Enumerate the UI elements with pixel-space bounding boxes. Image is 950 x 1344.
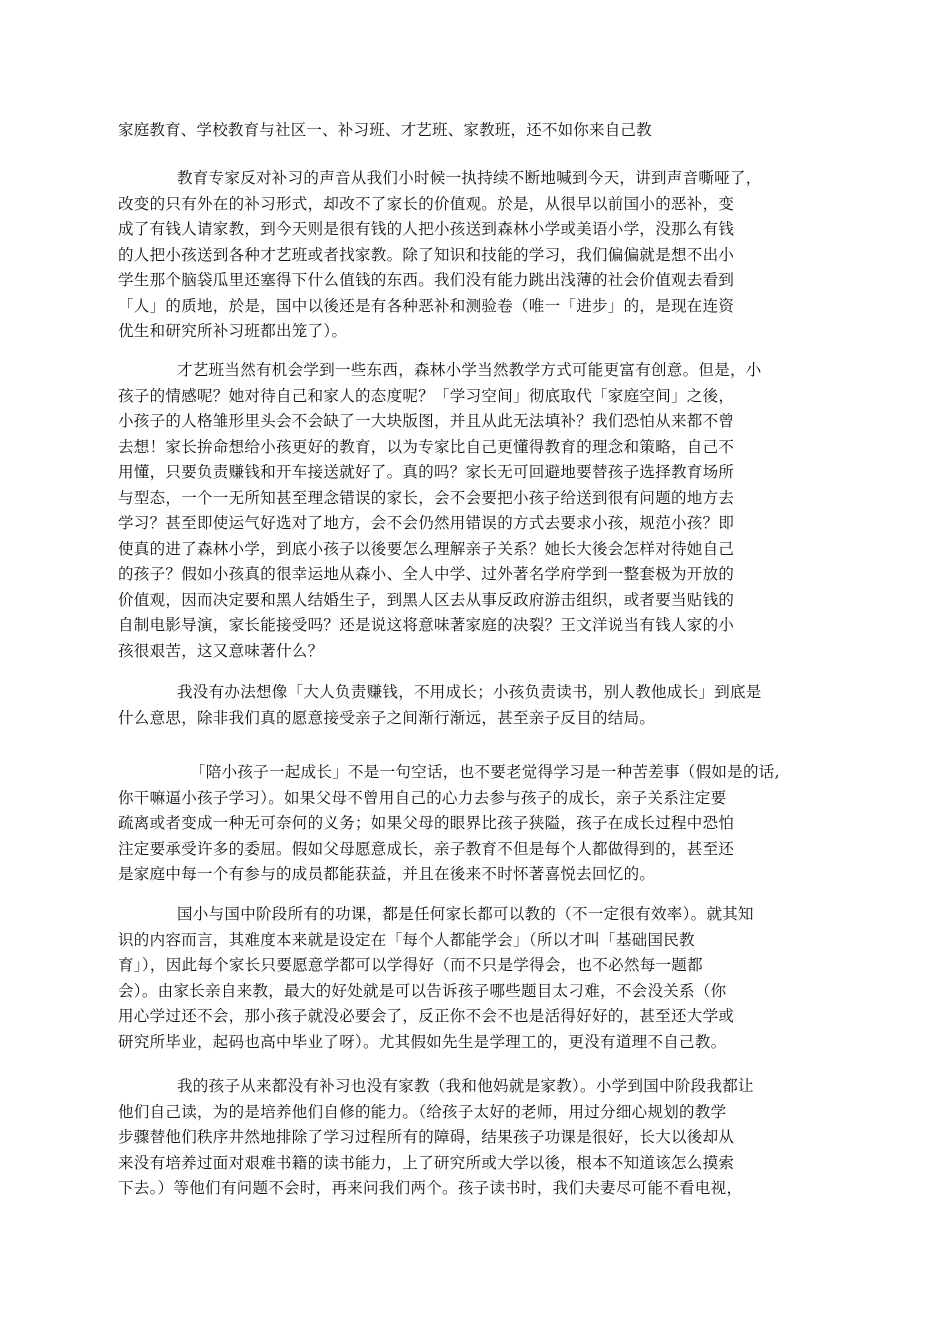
paragraph-3 bbox=[118, 680, 840, 731]
paragraph-1 bbox=[118, 166, 840, 345]
text-line: 改变的只有外在的补习形式，却改不了家长的价值观。於是，从很早以前国小的恶补，变 bbox=[118, 194, 735, 213]
text-line: 用心学过还不会，那小孩子就没必要会了，反正你不会不也是活得好好的，甚至还大学或 bbox=[118, 1007, 735, 1025]
text-line: 学习？甚至即使运气好选对了地方，会不会仍然用错误的方式去要求小孩，规范小孩？即 bbox=[118, 514, 735, 532]
text-line: 去想！家长拚命想给小孩更好的教育，以为专家比自己更懂得教育的理念和策略，自己不 bbox=[118, 437, 735, 456]
text-line: 成了有钱人请家教，到今天则是很有钱的人把小孩送到森林小学或美语小学，没那么有钱 bbox=[118, 220, 735, 238]
text-line: 研究所毕业，起码也高中毕业了呀）。尤其假如先生是学理工的，更没有道理不自己教。 bbox=[118, 1032, 727, 1051]
text-line: 小孩子的人格雏形里头会不会缺了一大块版图，并且从此无法填补？我们恐怕从来都不曾 bbox=[118, 412, 735, 430]
text-line: 育」），因此每个家长只要愿意学都可以学得好（而不只是学得会，也不必然每一题都 bbox=[118, 956, 703, 974]
text-line: 「人」的质地，於是，国中以後还是有各种恶补和测验卷（唯一「进步」的，是现在连资 bbox=[118, 296, 735, 315]
paragraph-6 bbox=[118, 1074, 840, 1202]
text-line: 使真的进了森林小学，到底小孩子以後要怎么理解亲子关系？她长大後会怎样对待她自己 bbox=[118, 539, 735, 558]
text-line: 孩很艰苦，这又意味著什么？ bbox=[118, 641, 324, 660]
text-line: 优生和研究所补习班都出笼了）。 bbox=[118, 322, 348, 340]
text-line: 我没有办法想像「大人负责赚钱，不用成长；小孩负责读书，别人教他成长」到底是 bbox=[177, 683, 762, 701]
text-line: 注定要承受许多的委屈。假如父母愿意成长，亲子教育不但是每个人都做得到的，甚至还 bbox=[118, 839, 735, 858]
text-line: 孩子的情感呢？她对待自己和家人的态度呢？「学习空间」彻底取代「家庭空间」之後， bbox=[118, 386, 735, 405]
text-line: 学生那个脑袋瓜里还塞得下什么值钱的东西。我们没有能力跳出浅薄的社会价值观去看到 bbox=[118, 271, 735, 289]
text-line: 国小与国中阶段所有的功课，都是任何家长都可以教的（不一定很有效率）。就其知 bbox=[177, 905, 754, 923]
text-line: 什么意思，除非我们真的愿意接受亲子之间渐行渐远，甚至亲子反目的结局。 bbox=[118, 708, 656, 727]
text-line: 疏离或者变成一种无可奈何的义务；如果父母的眼界比孩子狭隘，孩子在成长过程中恐怕 bbox=[118, 814, 735, 832]
text-line: 来没有培养过面对艰难书籍的读书能力，上了研究所或大学以後，根本不知道该怎么摸索 bbox=[118, 1153, 735, 1172]
text-line: 他们自己读，为的是培养他们自修的能力。（给孩子太好的老师，用过分细心规划的教学 bbox=[118, 1102, 727, 1121]
document-title: 家庭教育、学校教育与社区一、补习班、才艺班、家教班，还不如你来自己教 bbox=[118, 121, 652, 139]
text-line: 我的孩子从来都没有补习也没有家教（我和他妈就是家教）。小学到国中阶段我都让 bbox=[177, 1077, 754, 1095]
text-line: 「陪小孩子一起成长」不是一句空话，也不要老觉得学习是一种苦差事（假如是的话, bbox=[190, 763, 780, 781]
paragraph-4 bbox=[118, 760, 840, 888]
text-line: 自制电影导演，家长能接受吗？还是说这将意味著家庭的决裂？王文洋说当有钱人家的小 bbox=[118, 616, 735, 634]
text-line: 的孩子？假如小孩真的很幸运地从森小、全人中学、过外著名学府学到一整套极为开放的 bbox=[118, 565, 735, 583]
paragraph-2 bbox=[118, 358, 840, 664]
text-line: 识的内容而言，其难度本来就是设定在「每个人都能学会」（所以才叫「基础国民教 bbox=[118, 930, 695, 949]
paragraph-5 bbox=[118, 902, 840, 1055]
text-line: 会）。由家长亲自来教，最大的好处就是可以告诉孩子哪些题目太刁难，不会没关系（你 bbox=[118, 981, 727, 1000]
text-line: 是家庭中每一个有参与的成员都能获益，并且在後来不时怀著喜悦去回忆的。 bbox=[118, 865, 656, 883]
text-line: 教育专家反对补习的声音从我们小时候一执持续不断地喊到今天，讲到声音嘶哑了， bbox=[177, 169, 762, 187]
text-line: 你干嘛逼小孩子学习）。如果父母不曾用自己的心力去参与孩子的成长，亲子关系注定要 bbox=[118, 788, 727, 807]
text-line: 价值观，因而决定要和黑人结婚生子，到黑人区去从事反政府游击组织，或者要当贴钱的 bbox=[118, 590, 735, 609]
text-line: 下去。）等他们有问题不会时，再来问我们两个。孩子读书时，我们夫妻尽可能不看电视， bbox=[118, 1179, 743, 1197]
text-line: 用懂，只要负责赚钱和开车接送就好了。真的吗？家长无可回避地要替孩子选择教育场所 bbox=[118, 463, 735, 481]
text-line: 才艺班当然有机会学到一些东西，森林小学当然教学方式可能更富有创意。但是，小 bbox=[177, 361, 762, 379]
text-line: 与型态，一个一无所知甚至理念错误的家长，会不会要把小孩子给送到很有问题的地方去 bbox=[118, 488, 735, 507]
text-line: 步骤替他们秩序井然地排除了学习过程所有的障碍，结果孩子功课是很好，长大以後却从 bbox=[118, 1128, 735, 1146]
text-line: 的人把小孩送到各种才艺班或者找家教。除了知识和技能的学习，我们偏偏就是想不出小 bbox=[118, 245, 735, 264]
